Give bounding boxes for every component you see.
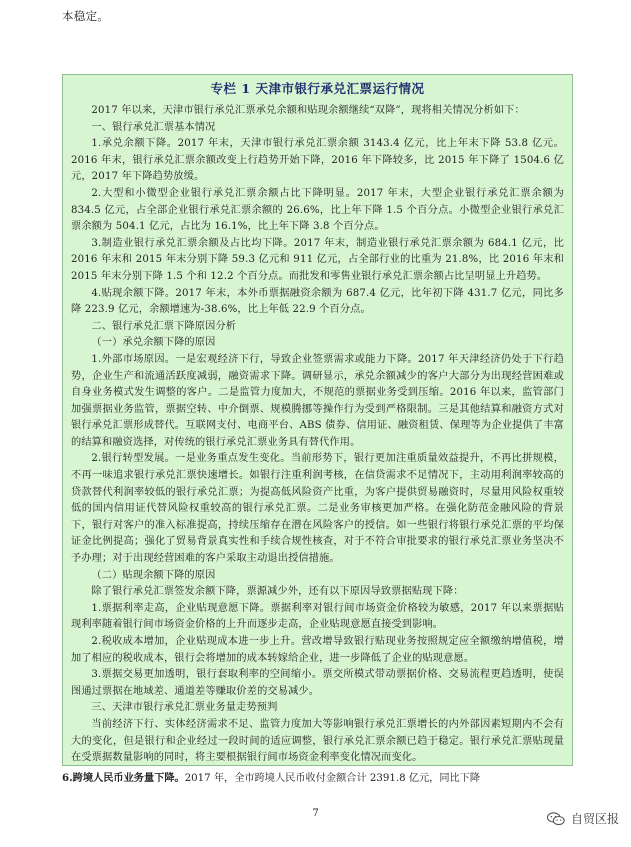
sidebar-box: [62, 74, 573, 766]
box-paragraph: 2.银行转型发展。一是业务重点发生变化。当前形势下，银行更加注重质量效益提升，不再比拼规模，不再一味追求银行承兑汇票快速增长。如银行注重利润考核，在信贷需求不足情况下，主动用利润率较高的贷款替代利润率较低的银行承兑汇票；为提高低风险资产比重，为客户提供贸易融资时，尽量用风险权重较低的国内信用证代替风险权重较高的银行承兑汇票。二是业务审核更加严格。在强化防范金融风险的背景下，银行对客户的准入标准提高，持续压缩存在潜在风险客户的授信。如一些银行将银行承兑汇票的平均保证金比例提高；强化了贸易背景真实性和手续合规性核查，对于不符合审批要求的银行承兑汇票业务坚决不予办理；对于出现经营困难的客户采取主动退出授信措施。: [71, 453, 564, 565]
following-paragraph-heading: 6.跨境人民币业务量下降。: [62, 772, 185, 784]
watermark-label: 自贸区报: [570, 812, 619, 826]
continuation-text: 本稳定。: [62, 9, 110, 23]
box-paragraph: （二）贴现余额下降的原因: [91, 569, 216, 581]
box-paragraph: 当前经济下行、实体经济需求不足、监管力度加大等影响银行承兑汇票增长的内外部因素短期内不会有大的变化，但是银行和企业经过一段时间的适应调整，银行承兑汇票余额已趋于稳定。银行承兑汇票贴现量在受票据数量影响的同时，将主要根据银行间市场资金利率变化情况而变化。: [71, 718, 564, 764]
box-paragraph: （一）承兑余额下降的原因: [91, 337, 216, 349]
following-paragraph: [62, 770, 573, 787]
wechat-icon: [546, 812, 566, 826]
box-paragraph: 1.外部市场原因。一是宏观经济下行，导致企业签票需求或能力下降。2017 年天津经济仍处于下行趋势，企业生产和流通活跃度减弱，融资需求下降。调研显示，承兑余额减少的客户大部分为出现经营困难或自身业务模式发生调整的客户。二是监管力度加大，不规范的票据业务受到压缩。2016 年以来，监管部门加强票据业务监管，票据空转、中介倒票、规模腾挪等操作行为受到严格限制。三是其他结算和融资方式对银行承兑汇票形成替代。互联网支付、电商平台、ABS 债券、信用证、融资租赁、保理等为企业提供了丰富的结算和融资选择，对传统的银行承兑汇票业务具有替代作用。: [71, 353, 564, 448]
box-paragraph: 2017 年以来，天津市银行承兑汇票承兑余额和贴现余额继续“双降”，现将相关情况分析如下：: [91, 105, 525, 116]
box-paragraph: 三、天津市银行承兑汇票业务量走势预判: [91, 702, 278, 714]
box-body: [71, 103, 564, 766]
watermark: [546, 810, 619, 827]
box-paragraph: 二、银行承兑汇票下降原因分析: [91, 320, 237, 332]
box-paragraph: 1.承兑余额下降。2017 年末，天津市银行承兑汇票余额 3143.4 亿元，比上年末下降 53.8 亿元。2016 年末，银行承兑汇票余额改变上行趋势开始下降，2016 年下降较多，比 2015 年下降了 1504.6 亿元，2017 年下降趋势放缓。: [71, 138, 564, 183]
box-paragraph: 2.大型和小微型企业银行承兑汇票余额占比下降明显。2017 年末，大型企业银行承兑汇票余额为 834.5 亿元，占全部企业银行承兑汇票余额的 26.6%，比上年下降 1.5 个百分点。小微型企业银行承兑汇票余额为 504.1 亿元，占比为 16.1%，比上年下降 3.8 个百分点。: [71, 187, 564, 233]
box-paragraph: 除了银行承兑汇票签发余额下降，票源减少外，还有以下原因导致票据贴现下降：: [91, 586, 464, 598]
box-paragraph: 1.票据利率走高，企业贴现意愿下降。票据利率对银行间市场资金价格较为敏感，2017 年以来票据贴现利率随着银行间市场资金价格的上升而逐步走高，企业贴现意愿直接受到影响。: [71, 602, 564, 631]
box-title: 专栏 1 天津市银行承兑汇票运行情况: [210, 81, 425, 96]
box-paragraph: 2.税收成本增加，企业贴现成本进一步上升。营改增导致银行贴现业务按照规定应全额缴纳增值税，增加了相应的税收成本，银行会将增加的成本转嫁给企业，进一步降低了企业的贴现意愿。: [71, 636, 564, 664]
following-paragraph-text: 2017 年，全市跨境人民币收付金额合计 2391.8 亿元，同比下降: [184, 773, 481, 784]
box-paragraph: 3.票据交易更加透明，银行套取利率的空间缩小。票交所模式带动票据价格、交易流程更趋透明，使误图通过票据在地域差、通道差等赚取价差的交易减少。: [71, 669, 564, 697]
box-paragraph: 3.制造业银行承兑汇票余额及占比均下降。2017 年末，制造业银行承兑汇票余额为 684.1 亿元，比 2016 年末和 2015 年末分别下降 59.3 亿元和 911 亿元，占全部行业的比重为 21.8%，比 2016 年末和 2015 年末分别下降 1.5 个和 12.2 个百分点。而批发和零售业银行承兑汇票余额占比呈明显上升趋势。: [71, 237, 564, 282]
page-number: 7: [312, 808, 319, 819]
box-paragraph: 一、银行承兑汇票基本情况: [91, 121, 216, 133]
box-paragraph: 4.贴现余额下降。2017 年末，本外币票据融资余额为 687.4 亿元，比年初下降 431.7 亿元，同比多降 223.9 亿元，余额增速为-38.6%，比上年低 22.9 个百分点。: [71, 287, 564, 316]
